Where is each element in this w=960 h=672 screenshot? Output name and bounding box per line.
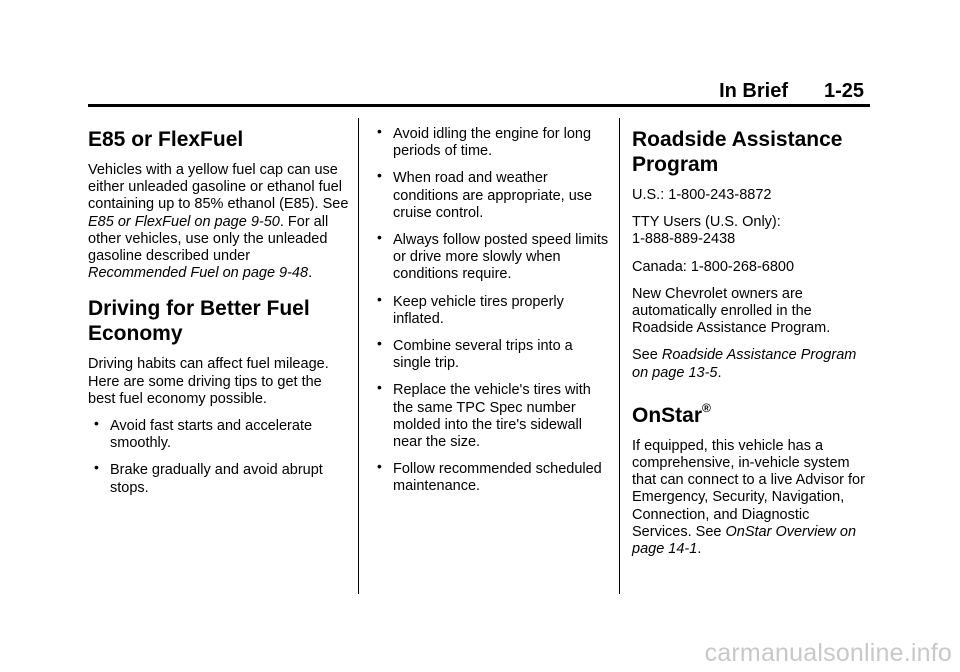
page-number: 1-25 bbox=[823, 80, 864, 102]
tty-phone: TTY Users (U.S. Only): 1-888-889-2438 bbox=[632, 214, 781, 248]
running-header bbox=[88, 80, 870, 102]
column-2 bbox=[371, 126, 611, 506]
column-1 bbox=[88, 127, 350, 507]
onstar-page-link[interactable]: OnStar Overview on page 14-1 bbox=[632, 523, 857, 558]
tip-item: • Always follow posted speed limits or drive more slowly when conditions require. bbox=[371, 232, 611, 284]
new-owners-text: New Chevrolet owners are automatically enrolled in the Roadside Assistance Program. bbox=[632, 285, 831, 337]
us-phone: U.S.: 1-800-243-8872 bbox=[632, 187, 772, 203]
driving-heading: Driving for Better Fuel Economy bbox=[88, 297, 310, 346]
column-divider-1 bbox=[358, 118, 359, 594]
tips-list-2 bbox=[371, 126, 611, 496]
tip-item: • Replace the vehicle's tires with the same TPC Spec number molded into the tire's sidewall near the size. bbox=[371, 382, 611, 451]
driving-intro: Driving habits can affect fuel mileage. Here are some driving tips to get the best fuel economy possible. bbox=[88, 356, 329, 407]
tip-item: • Combine several trips into a single trip. bbox=[371, 338, 611, 372]
onstar-paragraph: If equipped, this vehicle has a comprehensive, in-vehicle system that can connect to a live Advisor for Emergency, Security, Navigation, Connection, and Diagnostic Services. See OnStar Overview on page 14-1. bbox=[632, 437, 865, 558]
recommended-fuel-link[interactable]: Recommended Fuel on page 9-48 bbox=[88, 265, 309, 282]
tip-item: • Keep vehicle tires properly inflated. bbox=[371, 294, 611, 328]
e85-heading: E85 or FlexFuel bbox=[88, 128, 244, 151]
canada-phone: Canada: 1-800-268-6800 bbox=[632, 258, 795, 275]
tip-item: • Brake gradually and avoid abrupt stops. bbox=[88, 462, 350, 496]
e85-page-link[interactable]: E85 or FlexFuel on page 9-50 bbox=[88, 213, 280, 230]
tips-list-1 bbox=[88, 418, 350, 497]
section-title: In Brief bbox=[719, 80, 788, 102]
column-3 bbox=[632, 127, 872, 568]
roadside-see-also: See Roadside Assistance Program on page 13-5. bbox=[632, 347, 857, 381]
e85-paragraph: Vehicles with a yellow fuel cap can use either unleaded gasoline or ethanol fuel containing up to 85% ethanol (E85). See E85 or FlexFuel on page 9-50. For all other vehicles, use only the unleaded gasoline described under Recommended Fuel on page 9-48. bbox=[88, 162, 349, 282]
tip-item: • Follow recommended scheduled maintenance. bbox=[371, 461, 611, 495]
column-divider-2 bbox=[619, 118, 620, 594]
tip-item: • Avoid fast starts and accelerate smoothly. bbox=[88, 418, 350, 452]
tip-item: • Avoid idling the engine for long periods of time. bbox=[371, 126, 611, 160]
roadside-page-link[interactable]: Roadside Assistance Program on page 13-5 bbox=[632, 347, 857, 381]
tip-item: • When road and weather conditions are appropriate, use cruise control. bbox=[371, 170, 611, 222]
onstar-heading: OnStar® bbox=[632, 400, 711, 427]
roadside-heading: Roadside Assistance Program bbox=[632, 128, 843, 176]
watermark-text: carmanualsonline.info bbox=[704, 639, 952, 667]
registered-mark: ® bbox=[702, 400, 711, 415]
header-rule bbox=[88, 104, 870, 107]
